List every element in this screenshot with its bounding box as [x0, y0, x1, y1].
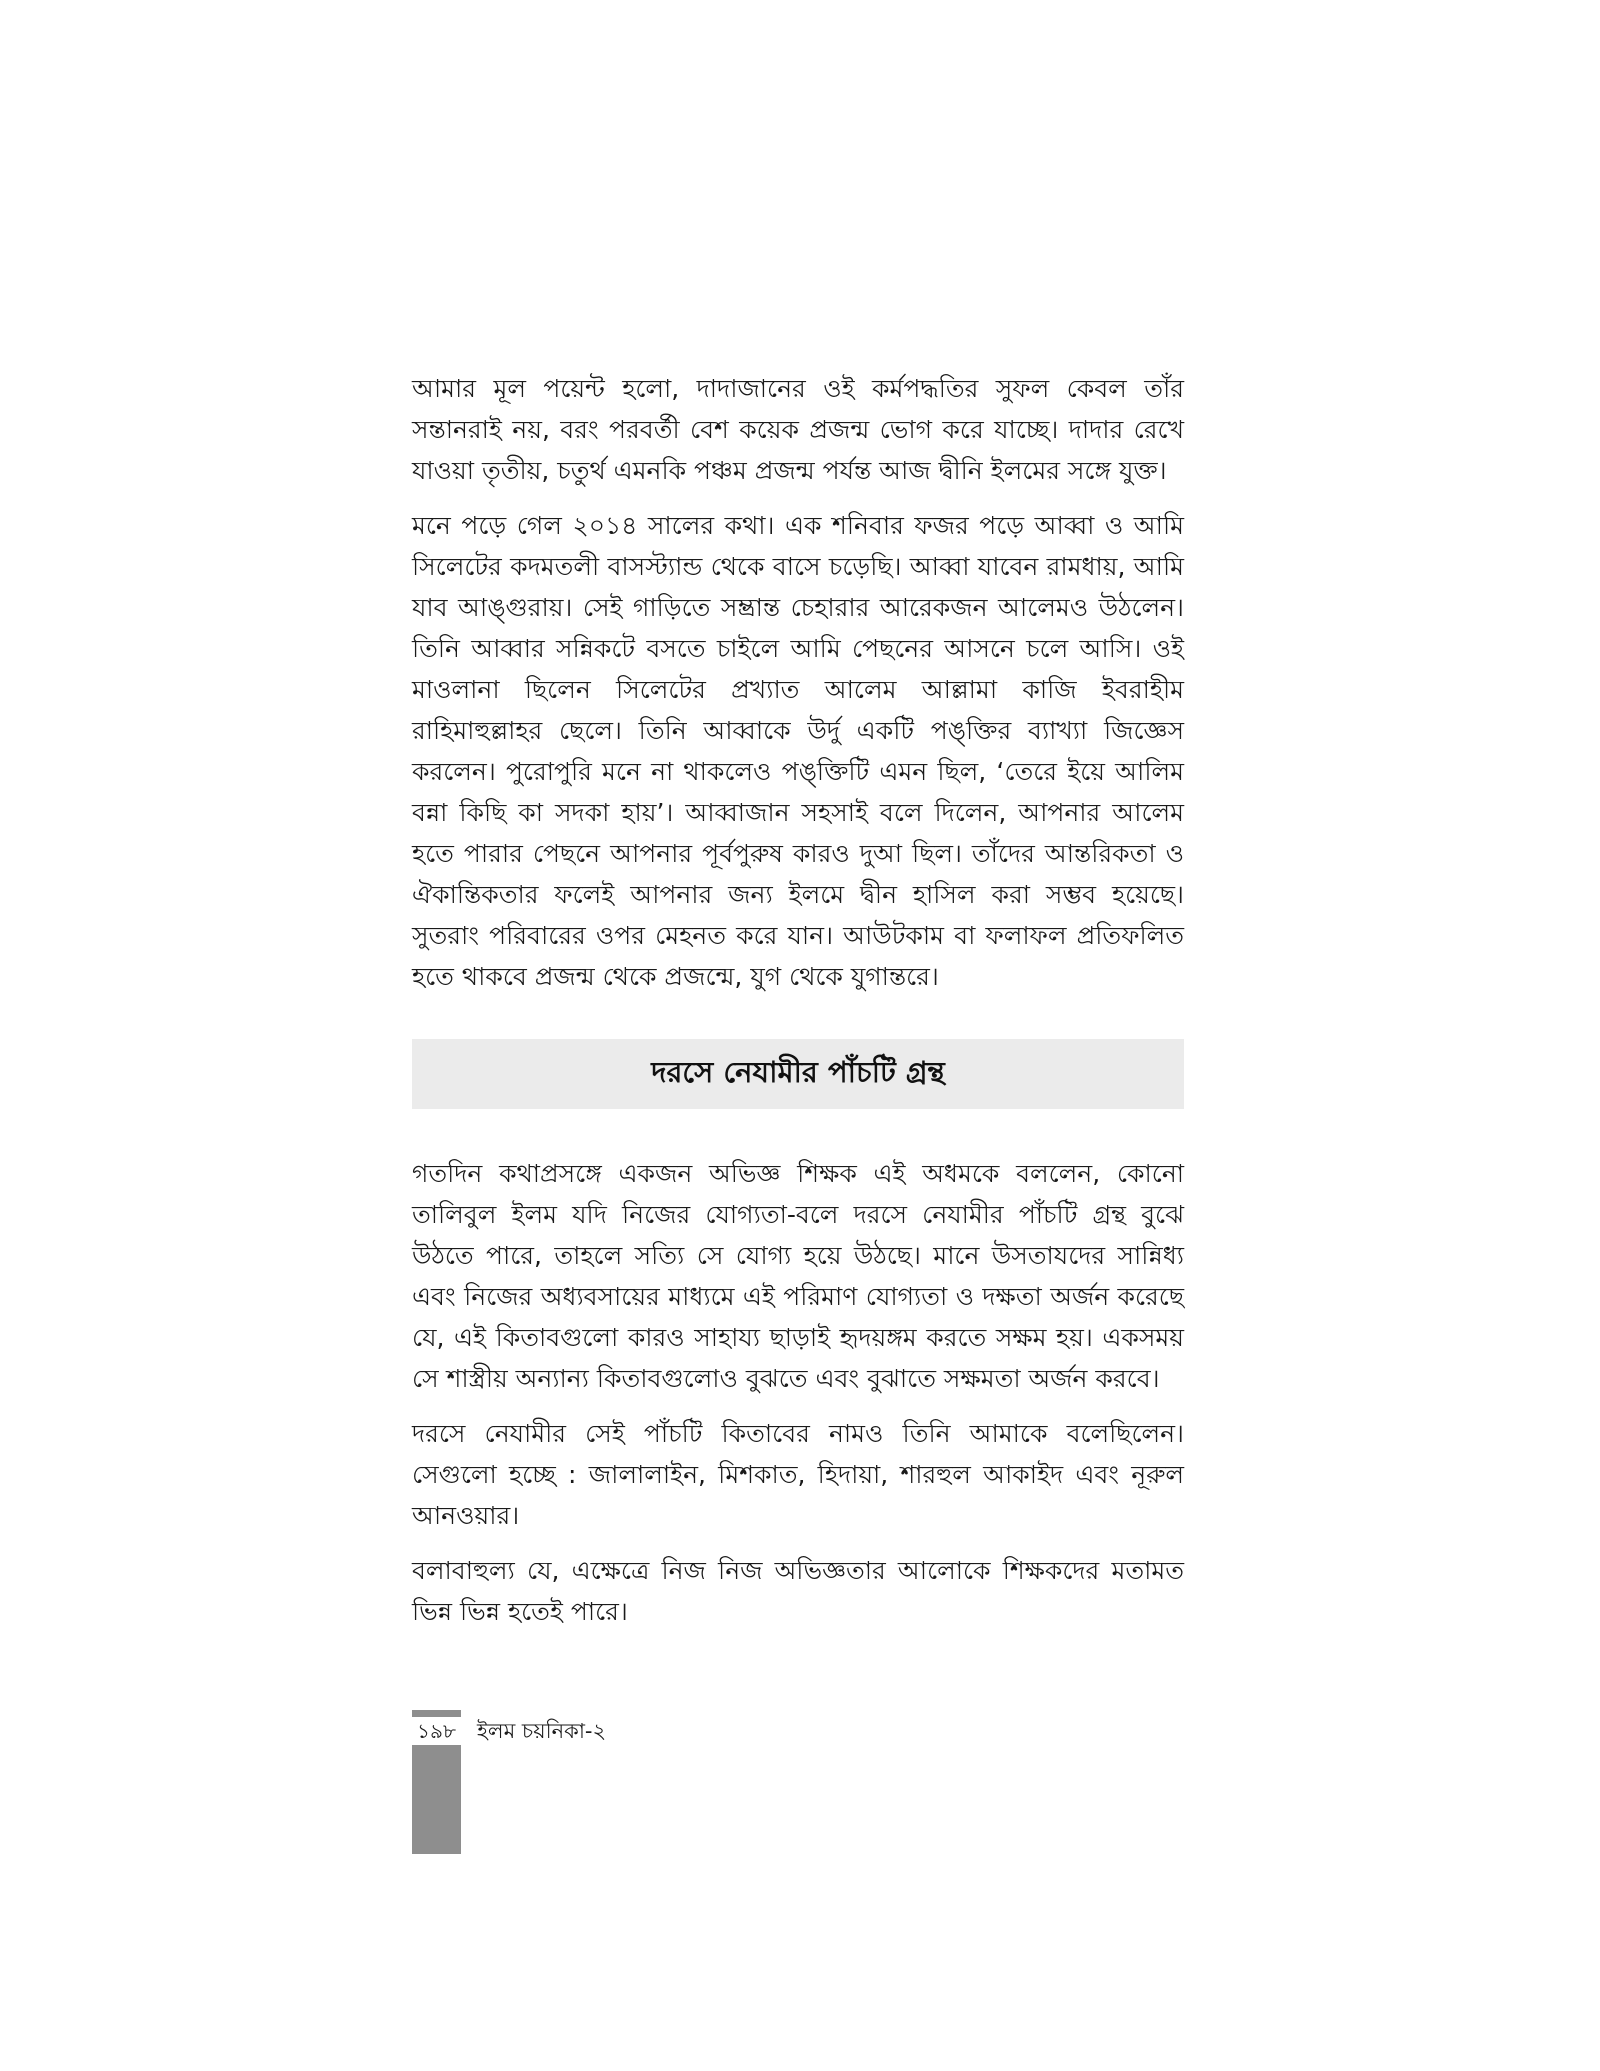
tab-top-bar	[412, 1710, 461, 1717]
page-footer	[412, 1710, 606, 1854]
book-title: ইলম চয়নিকা-২	[477, 1719, 607, 1743]
section-heading-box	[412, 1039, 1184, 1109]
paragraph: আমার মূল পয়েন্ট হলো, দাদাজানের ওই কর্মপদ্ধতির সুফল কেবল তাঁর সন্তানরাই নয়, বরং পরবর্তী বেশ কয়েক প্রজন্ম ভোগ করে যাচ্ছে। দাদার রেখে যাওয়া তৃতীয়, চতুর্থ এমনকি পঞ্চম প্রজন্ম পর্যন্ত আজ দ্বীনি ইলমের সঙ্গে যুক্ত।	[412, 374, 1184, 485]
paragraph: বলাবাহুল্য যে, এক্ষেত্রে নিজ নিজ অভিজ্ঞতার আলোকে শিক্ষকদের মতামত ভিন্ন ভিন্ন হতেই পারে।	[412, 1556, 1184, 1626]
page-tab	[412, 1710, 461, 1854]
tab-block	[412, 1745, 461, 1854]
paragraph: দরসে নেযামীর সেই পাঁচটি কিতাবের নামও তিনি আমাকে বলেছিলেন। সেগুলো হচ্ছে : জালালাইন, মিশকাত, হিদায়া, শারহুল আকাইদ এবং নূরুল আনওয়ার।	[412, 1419, 1184, 1530]
page-body	[412, 368, 1184, 1632]
paragraph: গতদিন কথাপ্রসঙ্গে একজন অভিজ্ঞ শিক্ষক এই অধমকে বললেন, কোনো তালিবুল ইলম যদি নিজের যোগ্যতা-বলে দরসে নেযামীর পাঁচটি গ্রন্থ বুঝে উঠতে পারে, তাহলে সত্যি সে যোগ্য হয়ে উঠছে। মানে উসতাযদের সান্নিধ্য এবং নিজের অধ্যবসায়ের মাধ্যমে এই পরিমাণ যোগ্যতা ও দক্ষতা অর্জন করেছে যে, এই কিতাবগুলো কারও সাহায্য ছাড়াই হৃদয়ঙ্গম করতে সক্ষম হয়। একসময় সে শাস্ত্রীয় অন্যান্য কিতাবগুলোও বুঝতে এবং বুঝাতে সক্ষমতা অর্জন করবে।	[412, 1159, 1184, 1393]
section-heading: দরসে নেযামীর পাঁচটি গ্রন্থ	[651, 1054, 945, 1089]
page-number: ১৯৮	[412, 1717, 461, 1745]
paragraph: মনে পড়ে গেল ২০১৪ সালের কথা। এক শনিবার ফজর পড়ে আব্বা ও আমি সিলেটের কদমতলী বাসস্ট্যান্ড থেকে বাসে চড়েছি। আব্বা যাবেন রামধায়, আমি যাব আঙ্গুরায়। সেই গাড়িতে সম্ভ্রান্ত চেহারার আরেকজন আলেমও উঠলেন। তিনি আব্বার সন্নিকটে বসতে চাইলে আমি পেছনের আসনে চলে আসি। ওই মাওলানা ছিলেন সিলেটের প্রখ্যাত আলেম আল্লামা কাজি ইবরাহীম রাহিমাহুল্লাহর ছেলে। তিনি আব্বাকে উর্দু একটি পঙ্‌ক্তির ব্যাখ্যা জিজ্ঞেস করলেন। পুরোপুরি মনে না থাকলেও পঙ্‌ক্তিটি এমন ছিল, ‘তেরে ইয়ে আলিম বন্না কিছি কা সদকা হায়’। আব্বাজান সহসাই বলে দিলেন, আপনার আলেম হতে পারার পেছনে আপনার পূর্বপুরুষ কারও দুআ ছিল। তাঁদের আন্তরিকতা ও ঐকান্তিকতার ফলেই আপনার জন্য ইলমে দ্বীন হাসিল করা সম্ভব হয়েছে। সুতরাং পরিবারের ওপর মেহনত করে যান। আউটকাম বা ফলাফল প্রতিফলিত হতে থাকবে প্রজন্ম থেকে প্রজন্মে, যুগ থেকে যুগান্তরে।	[412, 511, 1184, 991]
